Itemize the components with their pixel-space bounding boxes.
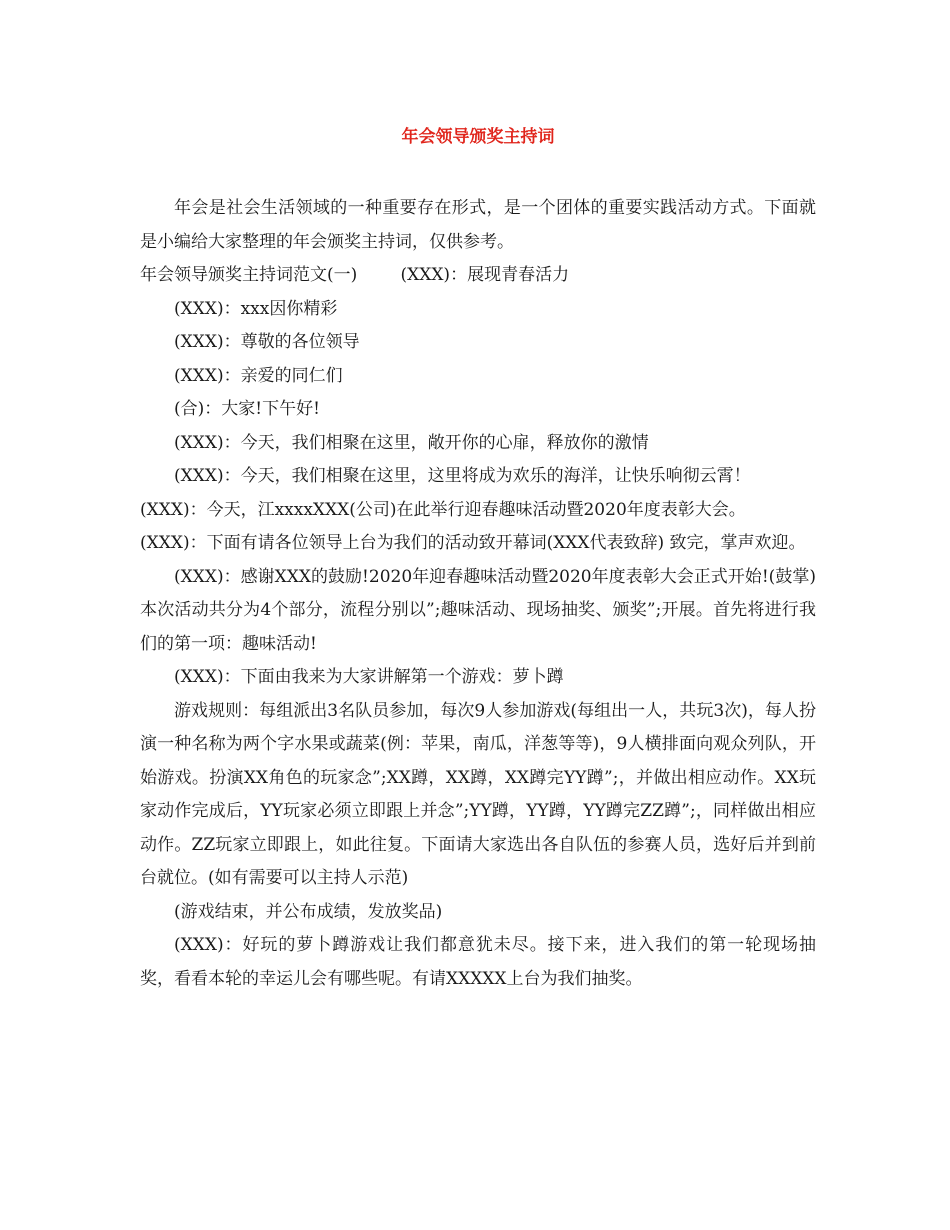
paragraph: (XXX)：今天，江xxxxXXX(公司)在此举行迎春趣味活动暨2020年度表彰大会。	[140, 499, 746, 520]
paragraph: 游戏规则：每组派出3名队员参加，每次9人参加游戏(每组出一人，共玩3次)，每人扮演一种名称为两个字水果或蔬菜(例：苹果，南瓜，洋葱等等)，9人横排面向观众列队，开始游戏。扮演XX角色的玩家念”;XX蹲，XX蹲，XX蹲完YY蹲”;，并做出相应动作。XX玩家动作完成后，YY玩家必须立即跟上并念”;YY蹲，YY蹲，YY蹲完ZZ蹲”;，同样做出相应动作。ZZ玩家立即跟上，如此往复。下面请大家选出各自队伍的参赛人员，选好后并到前台就位。(如有需要可以主持人示范)	[140, 700, 816, 888]
document-body	[140, 192, 816, 996]
paragraph: (XXX)：尊敬的各位领导	[174, 332, 360, 352]
paragraph: (XXX)：今天，我们相聚在这里，敞开你的心扉，释放你的激情	[174, 432, 649, 453]
paragraph: (XXX)：今天，我们相聚在这里，这里将成为欢乐的海洋，让快乐响彻云霄！	[174, 466, 751, 486]
paragraph: (XXX)：好玩的萝卜蹲游戏让我们都意犹未尽。接下来，进入我们的第一轮现场抽奖，看看本轮的幸运儿会有哪些呢。有请XXXXX上台为我们抽奖。	[140, 935, 816, 989]
document-page	[140, 122, 816, 996]
paragraph: (合)：大家!下午好!	[174, 399, 320, 419]
paragraph: 年会是社会生活领域的一种重要存在形式，是一个团体的重要实践活动方式。下面就是小编给大家整理的年会颁奖主持词，仅供参考。	[140, 198, 816, 252]
paragraph: (XXX)：感谢XXX的鼓励!2020年迎春趣味活动暨2020年度表彰大会正式开始!(鼓掌)本次活动共分为4个部分，流程分别以”;趣味活动、现场抽奖、颁奖”;开展。首先将进行我们的第一项：趣味活动!	[140, 566, 816, 654]
paragraph: 年会领导颁奖主持词范文(一) (XXX)：展现青春活力	[140, 265, 570, 285]
paragraph: (游戏结束，并公布成绩，发放奖品)	[174, 901, 443, 922]
paragraph: (XXX)：下面有请各位领导上台为我们的活动致开幕词(XXX代表致辞) 致完，掌声欢迎。	[140, 533, 806, 553]
paragraph: (XXX)：亲爱的同仁们	[174, 365, 343, 386]
paragraph: (XXX)：下面由我来为大家讲解第一个游戏：萝卜蹲	[174, 667, 564, 687]
document-title: 年会领导颁奖主持词	[401, 127, 555, 147]
paragraph: (XXX)：xxx因你精彩	[174, 298, 338, 319]
